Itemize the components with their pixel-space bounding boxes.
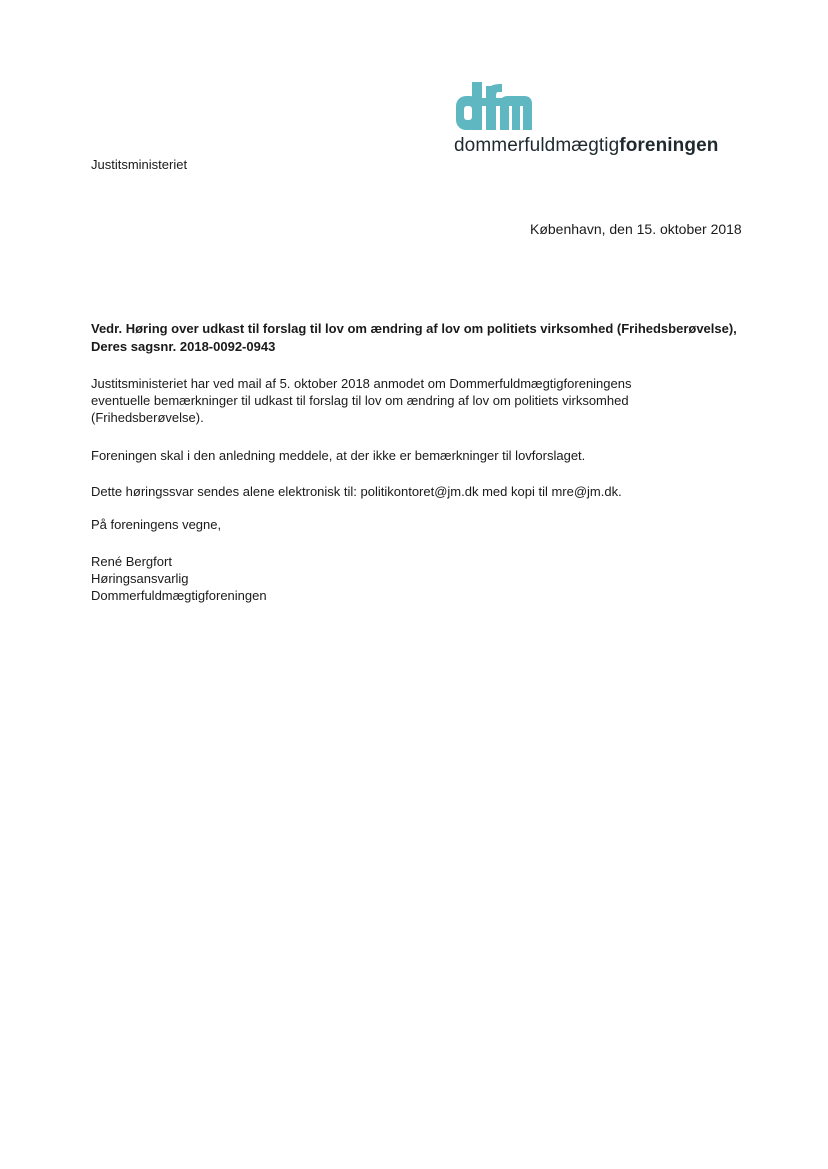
body-paragraph-3 xyxy=(91,483,622,500)
body-paragraph-1-line-1: Justitsministeriet har ved mail af 5. oktober 2018 anmodet om Dommerfuldmægtigforeningens xyxy=(91,376,632,391)
subject-line-1: Vedr. Høring over udkast til forslag til lov om ændring af lov om politiets virksomhed (Frihedsberøvelse), xyxy=(91,321,737,336)
subject-line-2: Deres sagsnr. 2018-0092-0943 xyxy=(91,339,276,354)
logo-word-regular: dommerfuldmægtig xyxy=(454,135,620,156)
letter-date: København, den 15. oktober 2018 xyxy=(530,221,742,237)
closing-line xyxy=(91,516,221,533)
body-paragraph-3-text: Dette høringssvar sendes alene elektronisk til: politikontoret@jm.dk med kopi til mre@jm.dk. xyxy=(91,484,622,499)
body-paragraph-2 xyxy=(91,447,585,464)
logo-word-bold: foreningen xyxy=(619,135,719,156)
body-paragraph-1-line-3: (Frihedsberøvelse). xyxy=(91,410,204,425)
body-paragraph-2-text: Foreningen skal i den anledning meddele, at der ikke er bemærkninger til lovforslaget. xyxy=(91,448,586,463)
dfm-logo-mark xyxy=(456,82,536,134)
signature-role: Høringsansvarlig xyxy=(91,571,189,586)
closing-text: På foreningens vegne, xyxy=(91,517,222,532)
signature-name: René Bergfort xyxy=(91,554,172,569)
dfm-logo xyxy=(454,82,744,162)
subject-heading xyxy=(91,320,751,356)
body-paragraph-1 xyxy=(91,375,631,426)
logo-wordmark xyxy=(454,135,718,157)
recipient: Justitsministeriet xyxy=(91,157,188,172)
signature-block xyxy=(91,553,267,604)
body-paragraph-1-line-2: eventuelle bemærkninger til udkast til forslag til lov om ændring af lov om politiets virksomhed xyxy=(91,393,629,408)
signature-org: Dommerfuldmægtigforeningen xyxy=(91,588,267,603)
